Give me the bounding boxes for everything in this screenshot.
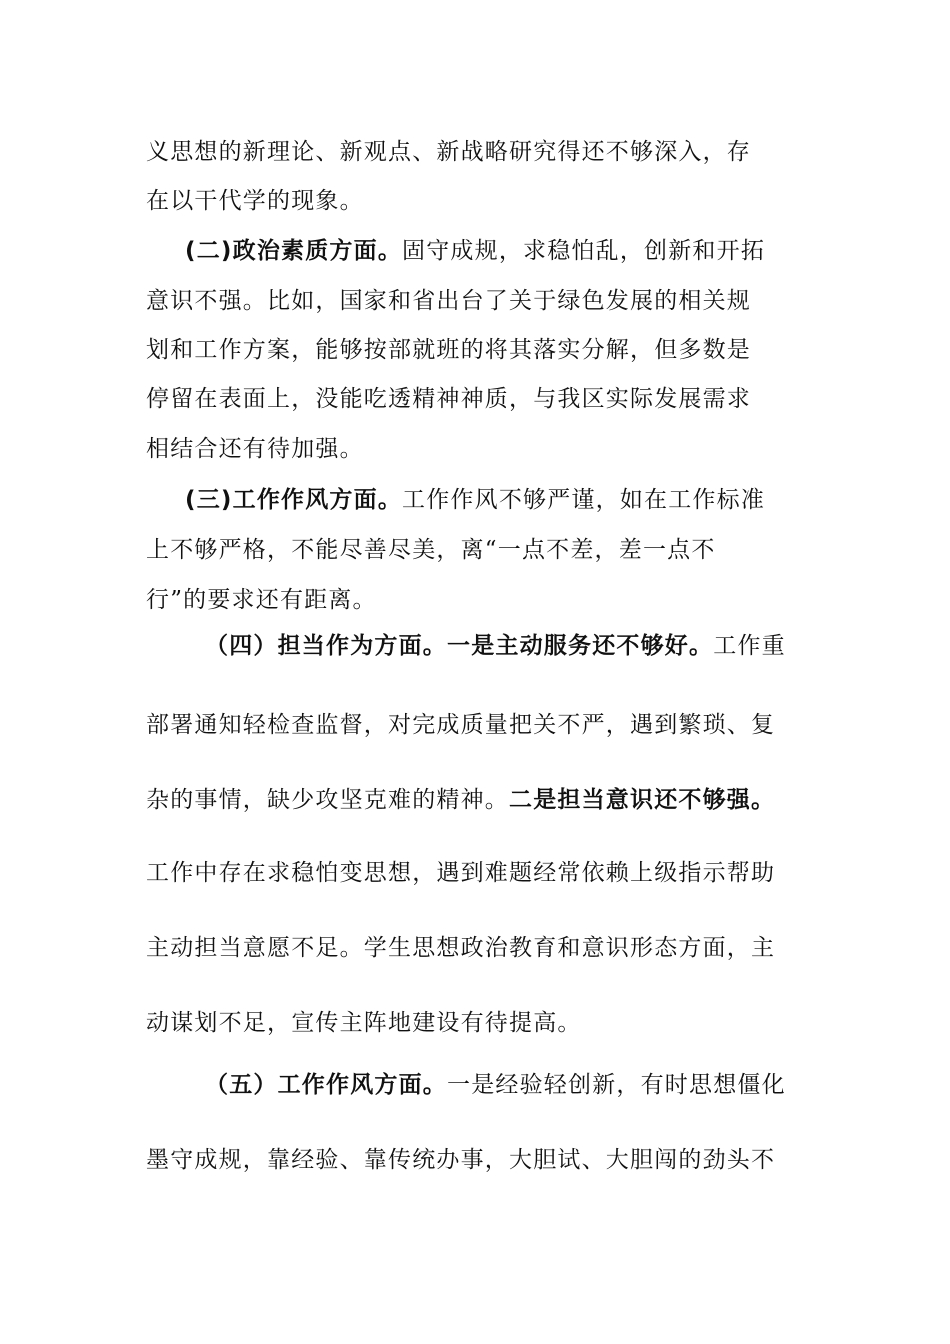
text-run: 行”的要求还有距离。 xyxy=(146,587,377,613)
paragraph-line xyxy=(205,631,786,661)
paragraph-line xyxy=(146,1008,582,1038)
paragraph-line xyxy=(146,1145,775,1175)
text-run: 固守成规，求稳怕乱，创新和开拓 xyxy=(402,238,766,264)
text-run: 工作重 xyxy=(713,633,786,659)
paragraph-line xyxy=(146,137,751,167)
paragraph-line xyxy=(185,485,765,515)
paragraph-line xyxy=(146,933,775,963)
paragraph-line xyxy=(146,186,364,216)
text-run: 相结合还有待加强。 xyxy=(146,436,364,462)
paragraph-line xyxy=(146,785,775,815)
section-heading: (三)工作作风方面。 xyxy=(185,487,403,513)
text-run: 在以干代学的现象。 xyxy=(146,188,364,214)
text-run: 墨守成规，靠经验、靠传统办事，大胆试、大胆闯的劲头不 xyxy=(146,1147,776,1173)
paragraph-line xyxy=(146,384,751,414)
text-run: 部署通知轻检查监督，对完成质量把关不严，遇到繁琐、复 xyxy=(146,712,776,738)
text-run: 动谋划不足，宣传主阵地建设有待提高。 xyxy=(146,1010,582,1036)
text-run: 杂的事情，缺少攻坚克难的精神。 xyxy=(146,787,509,813)
paragraph-line xyxy=(146,335,751,365)
text-run: 工作中存在求稳怕变思想，遇到难题经常依赖上级指示帮助 xyxy=(146,860,776,886)
text-run: 停留在表面上，没能吃透精神神质，与我区实际发展需求 xyxy=(146,386,751,412)
section-heading: （五）工作作风方面。 xyxy=(205,1072,447,1098)
text-run: 主动担当意愿不足。学生思想政治教育和意识形态方面，主 xyxy=(146,935,776,961)
paragraph-line xyxy=(146,434,364,464)
paragraph-line xyxy=(146,858,775,888)
text-run: 划和工作方案，能够按部就班的将其落实分解，但多数是 xyxy=(146,337,751,363)
paragraph-line xyxy=(205,1070,786,1100)
paragraph-line xyxy=(146,535,716,565)
section-heading: （四）担当作为方面。一是主动服务还不够好。 xyxy=(205,633,714,659)
paragraph-line xyxy=(146,710,775,740)
paragraph-line xyxy=(146,286,751,316)
paragraph-line xyxy=(146,585,377,615)
bold-phrase: 二是担当意识还不够强。 xyxy=(509,787,776,813)
text-run: 工作作风不够严谨，如在工作标准 xyxy=(402,487,766,513)
paragraph-line xyxy=(185,236,765,266)
text-run: 意识不强。比如，国家和省出台了关于绿色发展的相关规 xyxy=(146,288,751,314)
text-run: 一是经验轻创新，有时思想僵化 xyxy=(447,1072,786,1098)
section-heading: (二)政治素质方面。 xyxy=(185,238,403,264)
text-run: 上不够严格，不能尽善尽美，离“一点不差，差一点不 xyxy=(146,537,716,563)
text-run: 义思想的新理论、新观点、新战略研究得还不够深入，存 xyxy=(146,139,751,165)
